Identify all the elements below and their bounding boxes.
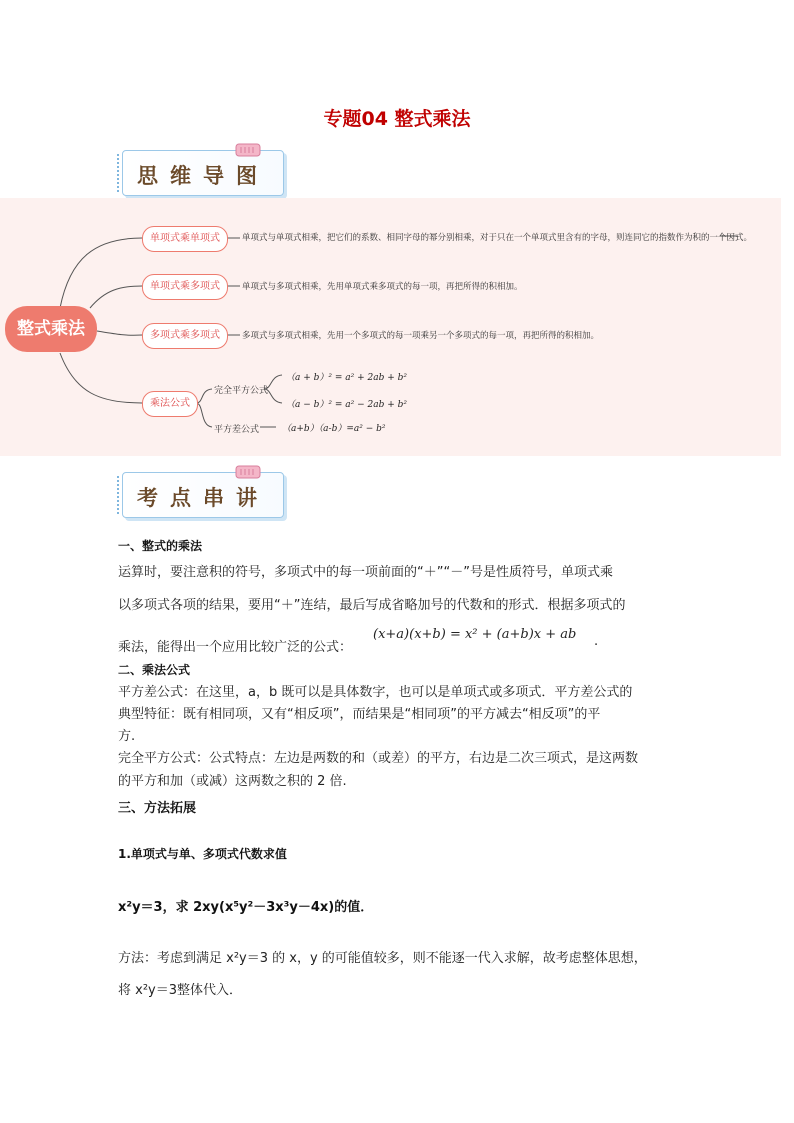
branch-formulas: 乘法公式 — [142, 391, 198, 417]
branch-poly-poly: 多项式乘多项式 — [142, 323, 228, 349]
branch-desc: 单项式与单项式相乘，把它们的系数、相同字母的幂分别相乘，对于只在一个单项式里含有的字母，则连同它的指数作为积的一个因式。 — [242, 233, 753, 243]
formula: (x+a)(x+b) = x² + (a+b)x + ab — [373, 627, 577, 642]
complete-square-formula: （a + b）² = a² + 2ab + b² — [286, 373, 407, 383]
section-heading: 二、乘法公式 — [118, 663, 191, 677]
clip-icon — [235, 142, 261, 158]
branch-mono-mono: 单项式乘单项式 — [142, 226, 228, 252]
banner-title: 思维导图 — [137, 163, 269, 188]
branch-mono-poly: 单项式乘多项式 — [142, 274, 228, 300]
page-title: 专题04 整式乘法 — [323, 108, 471, 130]
paragraph-line: 典型特征：既有相同项，又有“相反项”，而结果是“相同项”的平方减去“相反项”的平 — [118, 707, 601, 722]
keypoints-banner — [122, 472, 284, 518]
mindmap-root: 整式乘法 — [5, 306, 97, 352]
paragraph-line: 运算时，要注意积的符号，多项式中的每一项前面的“＋”“－”号是性质符号，单项式乘 — [118, 565, 613, 580]
complete-square-formula: （a − b）² = a² − 2ab + b² — [286, 400, 407, 410]
branch-desc: 单项式与多项式相乘，先用单项式乘多项式的每一项，再把所得的积相加。 — [242, 282, 523, 292]
mindmap-banner — [122, 150, 284, 196]
diff-square-label: 平方差公式 — [214, 425, 260, 435]
paragraph-line: 乘法，能得出一个应用比较广泛的公式： — [118, 640, 353, 655]
paragraph-line: 将 x²y＝3整体代入． — [118, 983, 243, 998]
paragraph-line: 方. — [118, 729, 136, 744]
paragraph-line: 完全平方公式：公式特点：左边是两数的和（或差）的平方，右边是二次三项式，是这两数 — [118, 751, 639, 766]
diff-square-formula: （a+b）（a-b）=a² − b² — [282, 424, 386, 434]
paragraph-line: 方法：考虑到满足 x²y＝3 的 x，y 的可能值较多，则不能逐一代入求解，故考虑整体思想， — [118, 951, 647, 966]
paragraph-line: 的平方和加（或减）这两数之积的 2 倍. — [118, 774, 347, 789]
clip-icon — [235, 464, 261, 480]
banner-title: 考点串讲 — [137, 485, 269, 510]
formula-period: . — [594, 634, 599, 649]
paragraph-line: 平方差公式：在这里，a，b 既可以是具体数字，也可以是单项式或多项式．平方差公式的 — [118, 685, 633, 700]
subheading: 1.单项式与单、多项式代数求值 — [118, 847, 287, 861]
branch-desc: 多项式与多项式相乘，先用一个多项式的每一项乘另一个多项式的每一项，再把所得的积相加。 — [242, 331, 600, 341]
problem-statement: x²y＝3，求 2xy(x⁵y²－3x³y－4x)的值． — [118, 900, 374, 915]
paragraph-line: 以多项式各项的结果，要用“＋”连结，最后写成省略加号的代数和的形式．根据多项式的 — [118, 598, 626, 613]
complete-square-label: 完全平方公式 — [214, 386, 269, 396]
section-heading: 一、整式的乘法 — [118, 539, 203, 553]
section-heading: 三、方法拓展 — [118, 801, 197, 816]
